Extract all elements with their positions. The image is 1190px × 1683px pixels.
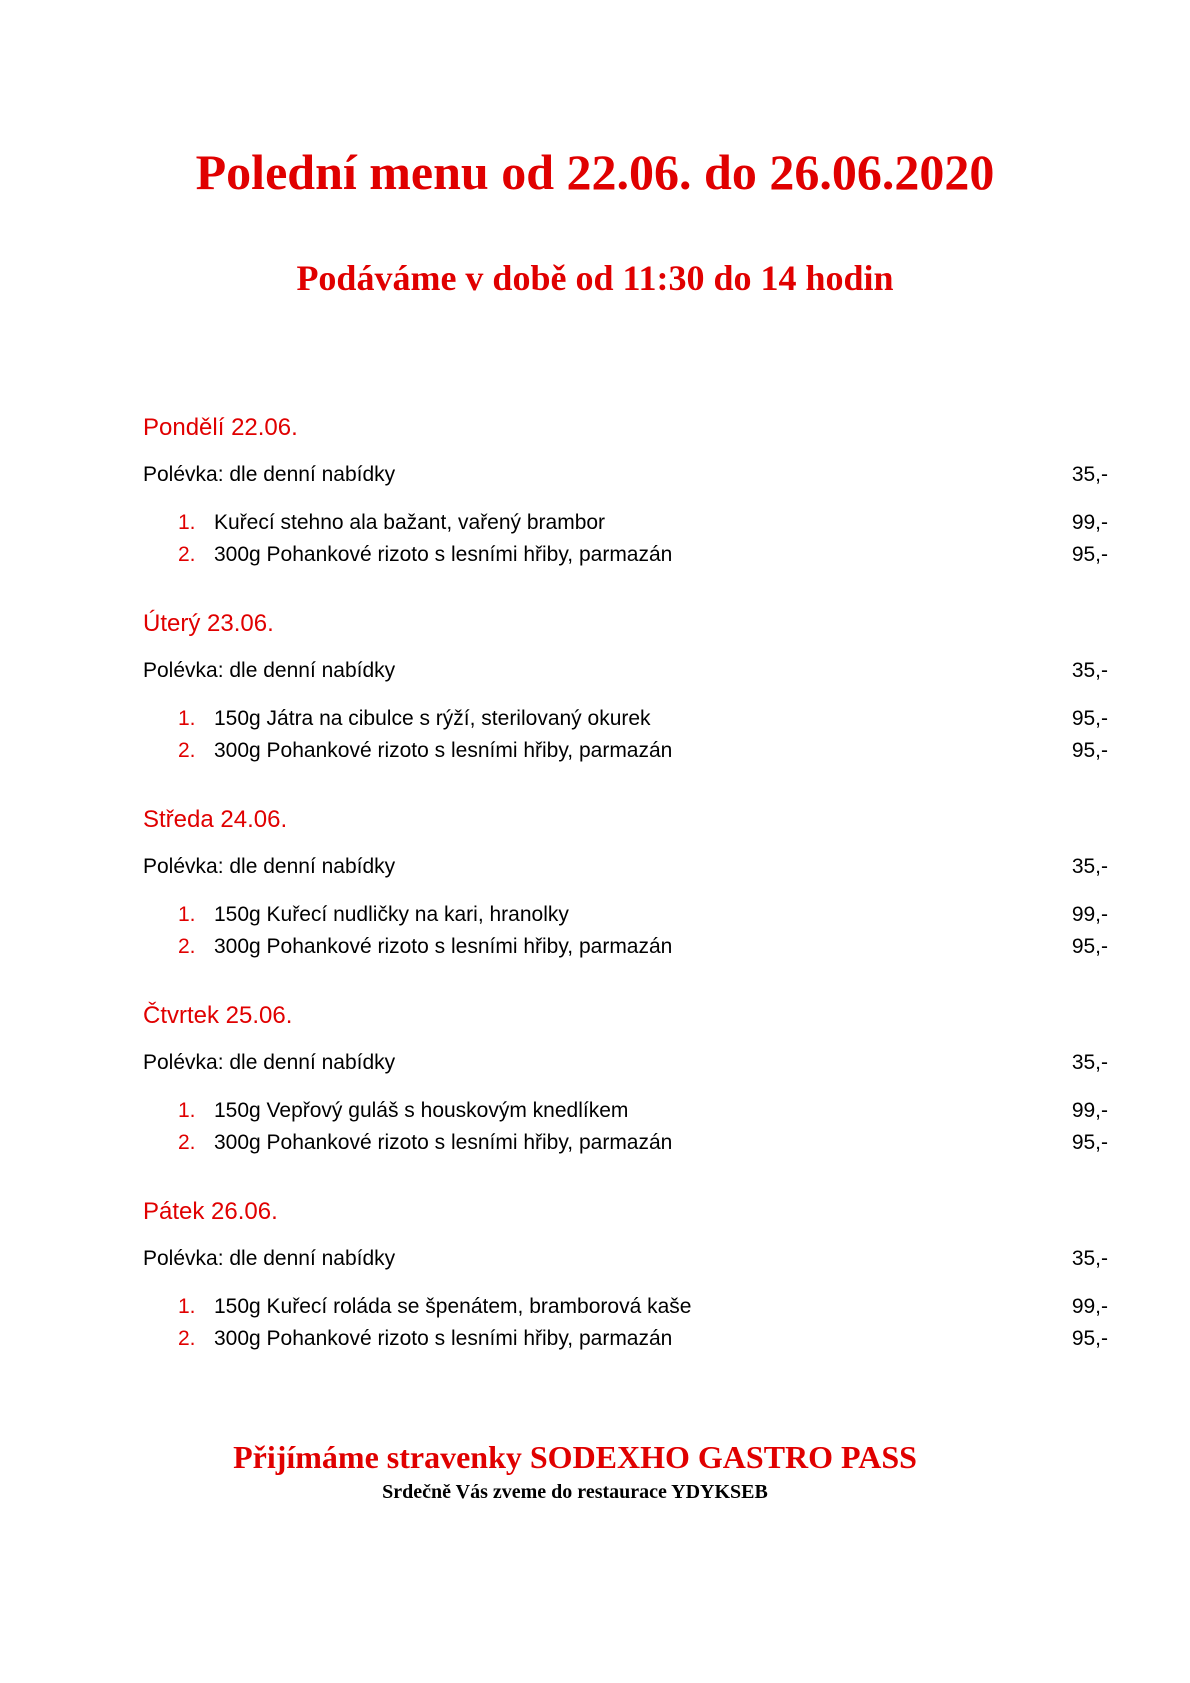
item-name: 150g Vepřový guláš s houskovým knedlíkem: [214, 1099, 629, 1122]
item-name: 150g Kuřecí nudličky na kari, hranolky: [214, 903, 569, 926]
item-name: 300g Pohankové rizoto s lesními hřiby, parmazán: [214, 1131, 673, 1154]
item-name: 300g Pohankové rizoto s lesními hřiby, parmazán: [214, 739, 673, 762]
item-name: 300g Pohankové rizoto s lesními hřiby, parmazán: [214, 935, 673, 958]
item-number: 1.: [178, 1295, 196, 1318]
item-price: 95,-: [1071, 1327, 1108, 1350]
menu-item: [143, 1096, 1108, 1128]
soup-price: 35,-: [1071, 659, 1108, 682]
item-number: 2.: [178, 1131, 196, 1154]
item-price: 95,-: [1071, 543, 1108, 566]
item-name: Kuřecí stehno ala bažant, vařený brambor: [214, 511, 606, 534]
item-number: 1.: [178, 511, 196, 534]
menu-item: [143, 704, 1108, 736]
soup-label: Polévka: dle denní nabídky: [143, 1247, 396, 1270]
item-price: 99,-: [1071, 1099, 1108, 1122]
weekly-menu: [143, 410, 1108, 1390]
item-name: 300g Pohankové rizoto s lesními hřiby, parmazán: [214, 1327, 673, 1350]
soup-price: 35,-: [1071, 1051, 1108, 1074]
soup-row: [143, 460, 1108, 492]
menu-item: [143, 1128, 1108, 1160]
soup-row: [143, 852, 1108, 884]
menu-item: [143, 900, 1108, 932]
item-price: 95,-: [1071, 935, 1108, 958]
page-title: Polední menu od 22.06. do 26.06.2020: [195, 144, 995, 200]
day-section-monday: [143, 410, 1108, 606]
item-number: 2.: [178, 543, 196, 566]
day-section-friday: [143, 1194, 1108, 1390]
day-title: Pátek 26.06.: [143, 1198, 278, 1225]
invitation-text: Srdečně Vás zveme do restaurace YDYKSEB: [382, 1481, 768, 1503]
menu-item: [143, 540, 1108, 572]
serving-hours: Podáváme v době od 11:30 do 14 hodin: [296, 258, 894, 298]
soup-row: [143, 1244, 1108, 1276]
item-number: 1.: [178, 1099, 196, 1122]
item-price: 95,-: [1071, 707, 1108, 730]
item-number: 1.: [178, 903, 196, 926]
menu-item: [143, 508, 1108, 540]
menu-item: [143, 736, 1108, 768]
soup-price: 35,-: [1071, 463, 1108, 486]
menu-item: [143, 1292, 1108, 1324]
menu-item: [143, 1324, 1108, 1356]
meal-vouchers-notice: Přijímáme stravenky SODEXHO GASTRO PASS: [233, 1439, 917, 1475]
day-title: Čtvrtek 25.06.: [143, 1002, 293, 1029]
item-name: 150g Kuřecí roláda se špenátem, bramborová kaše: [214, 1295, 692, 1318]
soup-price: 35,-: [1071, 855, 1108, 878]
soup-label: Polévka: dle denní nabídky: [143, 659, 396, 682]
item-number: 2.: [178, 935, 196, 958]
day-section-tuesday: [143, 606, 1108, 802]
day-section-wednesday: [143, 802, 1108, 998]
soup-row: [143, 1048, 1108, 1080]
menu-item: [143, 932, 1108, 964]
day-title: Pondělí 22.06.: [143, 414, 298, 441]
item-name: 150g Játra na cibulce s rýží, sterilovaný okurek: [214, 707, 651, 730]
item-price: 95,-: [1071, 739, 1108, 762]
soup-label: Polévka: dle denní nabídky: [143, 1051, 396, 1074]
item-number: 1.: [178, 707, 196, 730]
item-price: 99,-: [1071, 511, 1108, 534]
item-number: 2.: [178, 739, 196, 762]
item-price: 99,-: [1071, 1295, 1108, 1318]
item-name: 300g Pohankové rizoto s lesními hřiby, parmazán: [214, 543, 673, 566]
soup-label: Polévka: dle denní nabídky: [143, 855, 396, 878]
item-number: 2.: [178, 1327, 196, 1350]
soup-label: Polévka: dle denní nabídky: [143, 463, 396, 486]
item-price: 99,-: [1071, 903, 1108, 926]
day-title: Úterý 23.06.: [143, 610, 274, 637]
item-price: 95,-: [1071, 1131, 1108, 1154]
soup-price: 35,-: [1071, 1247, 1108, 1270]
soup-row: [143, 656, 1108, 688]
day-title: Středa 24.06.: [143, 806, 288, 833]
day-section-thursday: [143, 998, 1108, 1194]
